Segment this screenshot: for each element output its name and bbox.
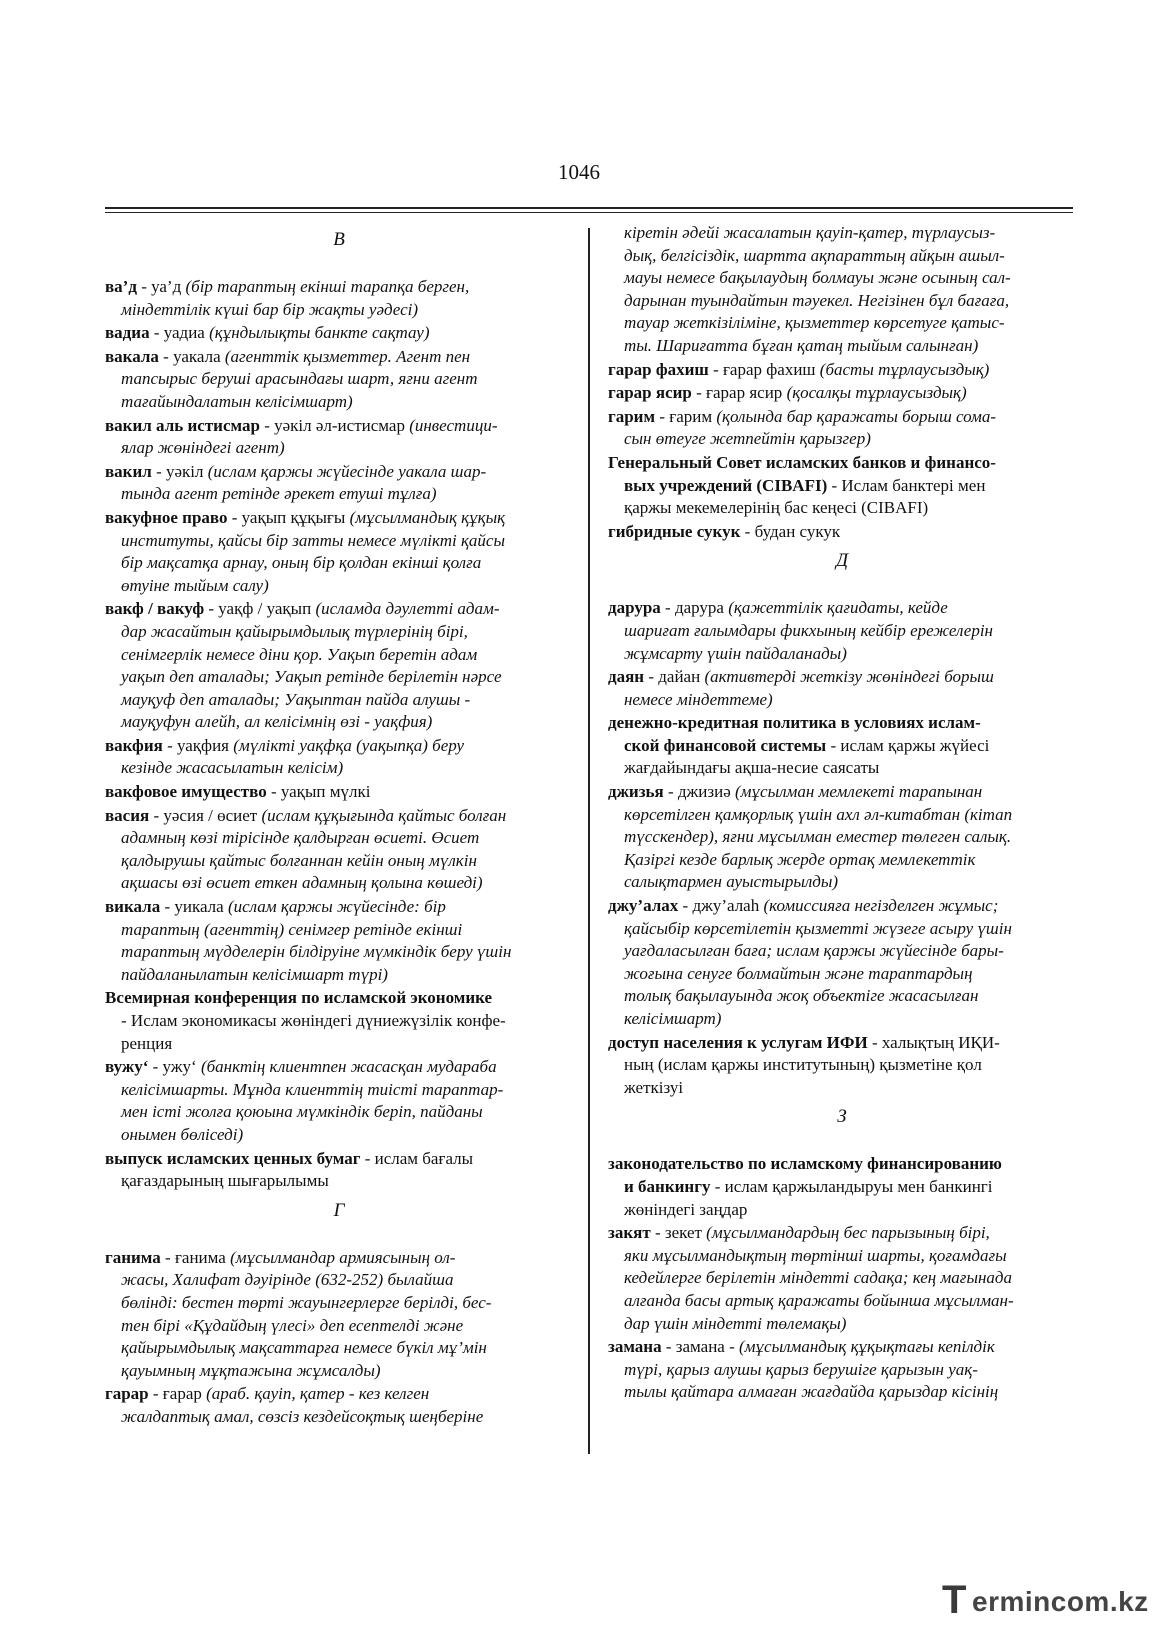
entry-line bbox=[608, 620, 1076, 643]
entry-line bbox=[105, 322, 573, 345]
entry-definition: (мұсылман мемлекеті тарапынан bbox=[735, 782, 983, 802]
entry-line bbox=[105, 919, 573, 942]
entry-term: джизья bbox=[608, 782, 664, 802]
entry-translation: - уа’д bbox=[136, 277, 186, 296]
glossary-entry bbox=[608, 452, 1076, 520]
entry-term: джу’алах bbox=[608, 896, 679, 916]
entry-term: гибридные сукук bbox=[608, 521, 741, 541]
entry-line bbox=[105, 1360, 573, 1383]
entry-definition: бір мақсатқа арнау, оның бір қолдан екінші қолға bbox=[121, 553, 482, 573]
entry-line bbox=[608, 826, 1076, 849]
entry-line bbox=[105, 552, 573, 575]
entry-definition: дарынан туындайтын тәуекел. Негізінен бұл бағаға, bbox=[624, 290, 1010, 310]
entry-definition: толық бақылауында жоқ объектіге жасасылған bbox=[624, 986, 979, 1006]
entry-definition: қалдырушы қайтыс болғаннан кейін оның мүлкін bbox=[121, 850, 477, 870]
entry-line bbox=[105, 1315, 573, 1338]
entry-translation: - уакала bbox=[158, 346, 225, 366]
entry-line bbox=[105, 1269, 573, 1292]
glossary-entry bbox=[105, 987, 573, 1055]
entry-translation: - зекет bbox=[650, 1223, 707, 1243]
header-rule-thick bbox=[105, 207, 1073, 209]
entry-definition: мауқуф деп аталады; Уақыптан пайда алушы - bbox=[121, 689, 471, 709]
entry-definition: (агенттік қызметтер. Агент пен bbox=[224, 346, 471, 366]
entry-definition: (исламда дәулетті адам- bbox=[315, 599, 500, 619]
entry-line bbox=[608, 712, 1076, 735]
entry-line bbox=[608, 245, 1076, 268]
entry-line bbox=[105, 507, 573, 530]
glossary-entry bbox=[608, 1153, 1076, 1221]
entry-definition: адамның көзі тірісінде қалдырған өсиеті. Өсиет bbox=[121, 828, 480, 848]
entry-line bbox=[105, 1033, 573, 1056]
entry-line bbox=[608, 1032, 1076, 1055]
entry-translation: - уақып мүлкі bbox=[266, 782, 371, 802]
entry-definition: сенімгерлік немесе діни қор. Уақып беретін адам bbox=[121, 644, 478, 664]
entry-line bbox=[608, 335, 1076, 358]
entry-line bbox=[608, 918, 1076, 941]
entry-definition: (ислам құқығында қайтыс болған bbox=[261, 805, 507, 825]
section-letter: Д bbox=[835, 550, 849, 572]
entry-term: гарар фахиш bbox=[608, 359, 709, 379]
entry-line bbox=[105, 1383, 573, 1406]
entry-translation: - ужу‘ bbox=[148, 1057, 201, 1077]
glossary-entry bbox=[608, 597, 1076, 665]
termincom-logo bbox=[942, 1578, 1149, 1622]
entry-line bbox=[105, 1148, 573, 1171]
entry-definition: өтуіне тыйым салу) bbox=[121, 575, 269, 595]
entry-term: закят bbox=[608, 1223, 651, 1243]
entry-definition: кедейлерге берілетін міндетті садақа; кең мағынада bbox=[624, 1268, 1012, 1288]
entry-translation: - ислам қаржы жүйесі bbox=[826, 735, 990, 755]
glossary-entry bbox=[608, 666, 1076, 711]
entry-term: вакфовое имущество bbox=[105, 782, 267, 802]
entry-line bbox=[105, 781, 573, 804]
entry-line bbox=[105, 276, 573, 299]
entry-line bbox=[105, 757, 573, 780]
glossary-entry bbox=[105, 805, 573, 895]
entry-term: Генеральный Совет исламских банков и финансо- bbox=[608, 452, 996, 472]
entry-definition: шариғат ғалымдары фикхының кейбір ережелерін bbox=[624, 620, 993, 640]
glossary-entry bbox=[105, 896, 573, 986]
entry-definition: институты, қайсы бір затты немесе мүлікті қайсы bbox=[121, 530, 505, 550]
entry-line bbox=[608, 428, 1076, 451]
entry-term: гарар ясир bbox=[608, 383, 692, 403]
entry-definition: (мүлікті уақфқа (уақыпқа) беру bbox=[233, 735, 465, 755]
entry-term: Всемирная конференция по исламской экономике bbox=[105, 988, 493, 1008]
entry-translation: - джизиә bbox=[663, 782, 736, 802]
entry-line bbox=[105, 666, 573, 689]
entry-definition: салықтармен ауыстырылды) bbox=[624, 872, 839, 892]
entry-definition: міндеттілік күші бар бір жақты уәдесі) bbox=[121, 299, 419, 319]
entry-line bbox=[608, 290, 1076, 313]
entry-line bbox=[608, 597, 1076, 620]
entry-line bbox=[105, 850, 573, 873]
entry-definition: (басты тұрлаусыздық) bbox=[819, 359, 990, 379]
entry-line bbox=[608, 1359, 1076, 1382]
entry-line bbox=[608, 1222, 1076, 1245]
entry-definition: ялар жөніндегі агент) bbox=[121, 438, 285, 458]
entry-line bbox=[608, 804, 1076, 827]
entry-definition: келісімшарты. Мұнда клиенттің тиісті тараптар- bbox=[121, 1079, 504, 1099]
entry-line bbox=[608, 359, 1076, 382]
entry-term: доступ населения к услугам ИФИ bbox=[608, 1032, 868, 1052]
entry-definition: уағдаласылған баға; ислам қаржы жүйесінде бары- bbox=[624, 941, 1004, 961]
section-letter: В bbox=[333, 229, 345, 250]
entry-definition: ақшасы өзі өсиет еткен адамның қолына көшеді) bbox=[121, 873, 483, 893]
entry-line bbox=[105, 368, 573, 391]
section-letter: Г bbox=[333, 1199, 345, 1221]
page-number: 1046 bbox=[558, 160, 600, 184]
entry-definition: тағайындалатын келісімшарт) bbox=[121, 391, 353, 411]
entry-line bbox=[105, 598, 573, 621]
glossary-entry bbox=[608, 1032, 1076, 1100]
entry-line bbox=[608, 1008, 1076, 1031]
glossary-entry bbox=[105, 1148, 573, 1193]
entry-definition: көрсетілген қамқорлық үшін ахл әл-китабтан (кітап bbox=[624, 804, 1013, 824]
entry-line bbox=[608, 940, 1076, 963]
glossary-entry bbox=[608, 1222, 1076, 1335]
entry-line bbox=[608, 1077, 1076, 1100]
entry-definition: жалдаптық амал, сөзсіз кездейсоқтық шеңберіне bbox=[121, 1406, 484, 1426]
entry-translation: - уақып құқығы bbox=[227, 507, 350, 527]
entry-line bbox=[105, 1056, 573, 1079]
entry-definition: Қазіргі кезде барлық жерде ортақ мемлекеттік bbox=[624, 849, 976, 869]
entry-term: гарим bbox=[608, 406, 656, 426]
entry-translation: - уикала bbox=[160, 897, 228, 917]
entry-line bbox=[105, 872, 573, 895]
entry-line bbox=[608, 1176, 1076, 1199]
entry-translation: - Ислам банктері мен bbox=[827, 475, 986, 495]
entry-definition: (ислам қаржы жүйесінде: бір bbox=[227, 897, 446, 917]
entry-definition: жоғына сенуге болмайтын және тараптардың bbox=[624, 963, 973, 983]
entry-definition: жасы, Халифат дәуірінде (632-252) былайша bbox=[121, 1270, 454, 1290]
entry-line bbox=[105, 1101, 573, 1124]
entry-line bbox=[608, 452, 1076, 475]
entry-term: замана bbox=[608, 1337, 662, 1357]
entry-term: ва’д bbox=[105, 277, 137, 296]
entry-term: вакил аль истисмар bbox=[105, 415, 260, 435]
entry-term: викала bbox=[105, 897, 161, 917]
entry-translation: - уақфия bbox=[162, 735, 234, 755]
logo-letter: T bbox=[942, 1578, 967, 1622]
entry-term: даян bbox=[608, 667, 645, 687]
entry-translation: - ғанима bbox=[160, 1247, 231, 1267]
entry-line bbox=[608, 1336, 1076, 1359]
entry-line bbox=[105, 1010, 573, 1033]
entry-translation: - будан сукук bbox=[740, 521, 841, 541]
glossary-entry bbox=[608, 359, 1076, 382]
entry-line bbox=[105, 621, 573, 644]
entry-translation: - дарура bbox=[660, 598, 729, 618]
entry-definition: (араб. қауіп, қатер - кез келген bbox=[206, 1384, 430, 1404]
entry-definition: жұмсарту үшін пайдаланады) bbox=[624, 643, 847, 663]
glossary-entry bbox=[608, 895, 1076, 1031]
entry-line bbox=[105, 805, 573, 828]
glossary-entry bbox=[608, 1336, 1076, 1404]
entry-line bbox=[608, 1267, 1076, 1290]
entry-line bbox=[105, 346, 573, 369]
entry-definition: ты. Шариғатта бұған қатаң тыйым салынған) bbox=[624, 335, 979, 355]
entry-line bbox=[608, 1313, 1076, 1336]
logo-text: ermincom.kz bbox=[972, 1586, 1149, 1617]
entry-translation: қағаздарының шығарылымы bbox=[121, 1171, 329, 1191]
glossary-entry bbox=[105, 346, 573, 414]
entry-definition: немесе міндеттеме) bbox=[624, 689, 773, 709]
glossary-entry bbox=[105, 781, 573, 804]
glossary-entry bbox=[105, 461, 573, 506]
glossary-entry bbox=[608, 712, 1076, 780]
entry-definition: яки мұсылмандықтың төртінші шарты, қоғамдағы bbox=[624, 1245, 1007, 1265]
entry-definition: (комиссияға негізделген жұмыс; bbox=[763, 896, 999, 916]
entry-line bbox=[105, 644, 573, 667]
glossary-entry bbox=[105, 1247, 573, 1383]
entry-definition: сын өтеуге жетпейтін қарызгер) bbox=[624, 429, 871, 449]
entry-translation: - джу’алаһ bbox=[678, 896, 764, 916]
entry-translation: - дайан bbox=[644, 667, 705, 687]
entry-line bbox=[105, 987, 573, 1010]
entry-line bbox=[105, 437, 573, 460]
entry-line bbox=[105, 530, 573, 553]
glossary-entry bbox=[608, 222, 1076, 358]
glossary-entry bbox=[105, 1056, 573, 1146]
entry-line bbox=[608, 222, 1076, 245]
entry-translation: ренция bbox=[121, 1033, 173, 1053]
glossary-entry bbox=[105, 598, 573, 734]
entry-definition: пайдаланылатын келісімшарт түрі) bbox=[121, 964, 388, 984]
entry-line bbox=[105, 1337, 573, 1360]
entry-line bbox=[608, 406, 1076, 429]
entry-term: дарура bbox=[608, 598, 661, 618]
entry-definition: мауқуфун алейһ, ал келісімнің өзі - уақфия) bbox=[121, 712, 433, 732]
entry-definition: (қажеттілік қағидаты, кейде bbox=[728, 598, 948, 618]
entry-translation: - замана - bbox=[661, 1337, 740, 1357]
entry-translation: - Ислам экономикасы жөніндегі дүниежүзілік конфе- bbox=[121, 1011, 506, 1030]
entry-term: вужу‘ bbox=[105, 1057, 149, 1077]
right-column bbox=[608, 222, 1076, 1405]
entry-line bbox=[105, 735, 573, 758]
entry-definition: қайырымдылық мақсаттарға немесе бүкіл мұ’мін bbox=[121, 1338, 487, 1358]
entry-definition: (қосалқы тұрлаусыздық) bbox=[786, 383, 967, 403]
entry-translation: жөніндегі заңдар bbox=[624, 1199, 748, 1219]
entry-definition: (құндылықты банкте сақтау) bbox=[209, 323, 430, 343]
section-letter: З bbox=[837, 1106, 847, 1128]
entry-term: и банкингу bbox=[624, 1176, 711, 1196]
entry-definition: (бір тараптың екінші тарапқа берген, bbox=[185, 277, 470, 296]
glossary-entry bbox=[608, 781, 1076, 894]
entry-line bbox=[608, 689, 1076, 712]
entry-definition: (ислам қаржы жүйесінде уакала шар- bbox=[207, 461, 487, 481]
entry-line bbox=[608, 267, 1076, 290]
entry-line bbox=[105, 689, 573, 712]
entry-line bbox=[105, 1124, 573, 1147]
entry-line bbox=[608, 312, 1076, 335]
entry-term: вакил bbox=[105, 461, 152, 481]
entry-line bbox=[105, 483, 573, 506]
column-divider bbox=[588, 228, 590, 1454]
entry-line bbox=[608, 849, 1076, 872]
entry-definition: мен істі жолға қоюына мүмкіндік беріп, пайданы bbox=[121, 1102, 483, 1122]
entry-line bbox=[608, 1153, 1076, 1176]
entry-line bbox=[105, 1406, 573, 1429]
glossary-entry bbox=[105, 322, 573, 345]
entry-definition: кіретін әдейі жасалатын қауіп-қатер, түрлаусыз- bbox=[624, 223, 996, 242]
entry-definition: тараптың (агенттің) сенімгер ретінде екінші bbox=[121, 919, 463, 939]
entry-term: вадиа bbox=[105, 323, 150, 343]
entry-definition: онымен бөліседі) bbox=[121, 1124, 244, 1144]
entry-line bbox=[105, 1247, 573, 1270]
entry-term: вых учреждений (CIBAFI) bbox=[624, 475, 828, 495]
entry-definition: (қолында бар қаражаты борыш сома- bbox=[716, 406, 997, 426]
entry-line bbox=[105, 391, 573, 414]
entry-term: вакуфное право bbox=[105, 507, 228, 527]
entry-definition: дар үшін міндетті төлемақы) bbox=[624, 1313, 847, 1333]
glossary-entry bbox=[105, 415, 573, 460]
entry-definition: тауар жеткізіліміне, қызметтер көрсетуге қатыс- bbox=[624, 313, 1005, 333]
entry-line bbox=[608, 1199, 1076, 1222]
entry-translation: қаржы мекемелерінің бас кеңесі (CIBAFI) bbox=[624, 498, 929, 518]
entry-definition: қайсыбір көрсетілетін қызметті жүзеге асыру үшін bbox=[624, 918, 1012, 938]
entry-translation: - ислам қаржыландыруы мен банкингі bbox=[710, 1176, 993, 1196]
entry-definition: кезінде жасасылатын келісім) bbox=[121, 758, 344, 778]
entry-line bbox=[608, 871, 1076, 894]
left-column bbox=[105, 222, 573, 1430]
entry-definition: келісімшарт) bbox=[624, 1009, 722, 1028]
entry-definition: қауымның мұқтажына жұмсалды) bbox=[121, 1360, 381, 1380]
glossary-entry bbox=[608, 521, 1076, 544]
entry-translation: - уәсия / өсиет bbox=[149, 805, 262, 825]
entry-line bbox=[608, 1381, 1076, 1404]
entry-definition: дық, белгісіздік, шартта ақпараттың айқын ашыл- bbox=[624, 245, 1005, 265]
entry-term: вакала bbox=[105, 346, 159, 366]
glossary-entry bbox=[608, 382, 1076, 405]
entry-term: ской финансовой системы bbox=[624, 735, 827, 755]
entry-translation: - халықтың ИҚИ- bbox=[867, 1032, 1000, 1052]
entry-translation: - ислам бағалы bbox=[360, 1148, 474, 1168]
entry-definition: түсскендер), яғни мұсылман еместер төлеген салық. bbox=[624, 827, 1012, 847]
entry-term: вакф / вакуф bbox=[105, 599, 205, 619]
glossary-entry bbox=[105, 1383, 573, 1428]
entry-term: денежно-кредитная политика в условиях ислам- bbox=[608, 713, 981, 733]
entry-definition: уақып деп аталады; Уақып ретінде берілетін нәрсе bbox=[121, 667, 502, 687]
entry-line bbox=[105, 1170, 573, 1193]
entry-line bbox=[608, 985, 1076, 1008]
entry-definition: (инвестици- bbox=[409, 415, 498, 435]
entry-line bbox=[608, 735, 1076, 758]
entry-line bbox=[608, 475, 1076, 498]
entry-line bbox=[105, 575, 573, 598]
entry-line bbox=[608, 895, 1076, 918]
entry-translation: жеткізуі bbox=[624, 1077, 684, 1097]
entry-definition: түрі, қарыз алушы қарыз берушіге қарызын уақ- bbox=[624, 1359, 978, 1379]
entry-line bbox=[105, 711, 573, 734]
entry-term: выпуск исламских ценных бумаг bbox=[105, 1148, 361, 1168]
entry-definition: (банктің клиентпен жасасқан мудараба bbox=[200, 1057, 497, 1077]
entry-translation: - ғарар bbox=[148, 1384, 207, 1404]
entry-definition: (мұсылмандар армиясының ол- bbox=[230, 1247, 456, 1267]
entry-term: законодательство по исламскому финансированию bbox=[608, 1154, 1002, 1174]
entry-translation: - уәкіл әл-истисмар bbox=[259, 415, 410, 435]
entry-definition: тында агент ретінде әрекет етуші тұлға) bbox=[121, 484, 437, 504]
entry-definition: алғанда басы артық қаражаты бойынша мұсылман- bbox=[624, 1290, 1014, 1310]
entry-translation: ның (ислам қаржы институтының) қызметіне қол bbox=[624, 1055, 982, 1075]
entry-line bbox=[105, 461, 573, 484]
entry-term: гарар bbox=[105, 1384, 149, 1404]
entry-line bbox=[608, 757, 1076, 780]
entry-definition: дар жасайтын қайырымдылық түрлерінің бірі, bbox=[121, 621, 468, 641]
glossary-entry bbox=[608, 406, 1076, 451]
entry-line bbox=[105, 1079, 573, 1102]
entry-line bbox=[105, 827, 573, 850]
entry-definition: тен бірі «Құдайдың үлесі» деп есептелді және bbox=[121, 1315, 464, 1335]
entry-translation: - уақф / уақып bbox=[204, 599, 316, 619]
entry-line bbox=[608, 521, 1076, 544]
entry-definition: (активтерді жеткізу жөніндегі борыш bbox=[704, 667, 994, 687]
glossary-entry bbox=[105, 735, 573, 780]
entry-line bbox=[105, 415, 573, 438]
entry-line bbox=[608, 781, 1076, 804]
entry-line bbox=[608, 643, 1076, 666]
entry-definition: (мұсылмандардың бес парызының бірі, bbox=[706, 1223, 990, 1243]
entry-translation: - уадиа bbox=[149, 323, 210, 343]
glossary-entry bbox=[105, 507, 573, 597]
entry-line bbox=[608, 666, 1076, 689]
glossary-entry bbox=[105, 276, 573, 321]
entry-line bbox=[105, 941, 573, 964]
header-rule-thin bbox=[105, 212, 1073, 213]
entry-line bbox=[608, 382, 1076, 405]
entry-definition: тараптың мүдделерін білдіруіне мүмкіндік беру үшін bbox=[121, 942, 512, 962]
entry-definition: (мұсылмандық құқық bbox=[349, 507, 506, 527]
entry-line bbox=[105, 1292, 573, 1315]
entry-line bbox=[608, 1290, 1076, 1313]
entry-definition: тапсырыс беруші арасындағы шарт, яғни агент bbox=[121, 369, 478, 389]
entry-definition: мауы немесе бақылаудың болмауы және осының сал- bbox=[624, 268, 1011, 288]
entry-term: ганима bbox=[105, 1247, 161, 1267]
entry-translation: - ғарар фахиш bbox=[708, 359, 820, 379]
entry-line bbox=[105, 964, 573, 987]
entry-translation: - ғарар ясир bbox=[691, 383, 787, 403]
entry-line bbox=[608, 1245, 1076, 1268]
entry-line bbox=[608, 963, 1076, 986]
entry-line bbox=[105, 299, 573, 322]
entry-line bbox=[608, 497, 1076, 520]
entry-translation: жағдайындағы ақша-несие саясаты bbox=[624, 758, 880, 778]
entry-definition: тылы қайтара алмаған жағдайда қарыздар кісінің bbox=[624, 1382, 999, 1402]
entry-translation: - ғарим bbox=[655, 406, 717, 426]
entry-term: васия bbox=[105, 805, 150, 825]
entry-definition: (мұсылмандық құқықтағы кепілдік bbox=[739, 1337, 995, 1357]
entry-line bbox=[105, 896, 573, 919]
entry-translation: - уәкіл bbox=[151, 461, 208, 481]
entry-term: вакфия bbox=[105, 735, 163, 755]
entry-definition: бөлінді: бестен төрті жауынгерлерге берілді, бес- bbox=[121, 1292, 492, 1312]
entry-line bbox=[608, 1054, 1076, 1077]
